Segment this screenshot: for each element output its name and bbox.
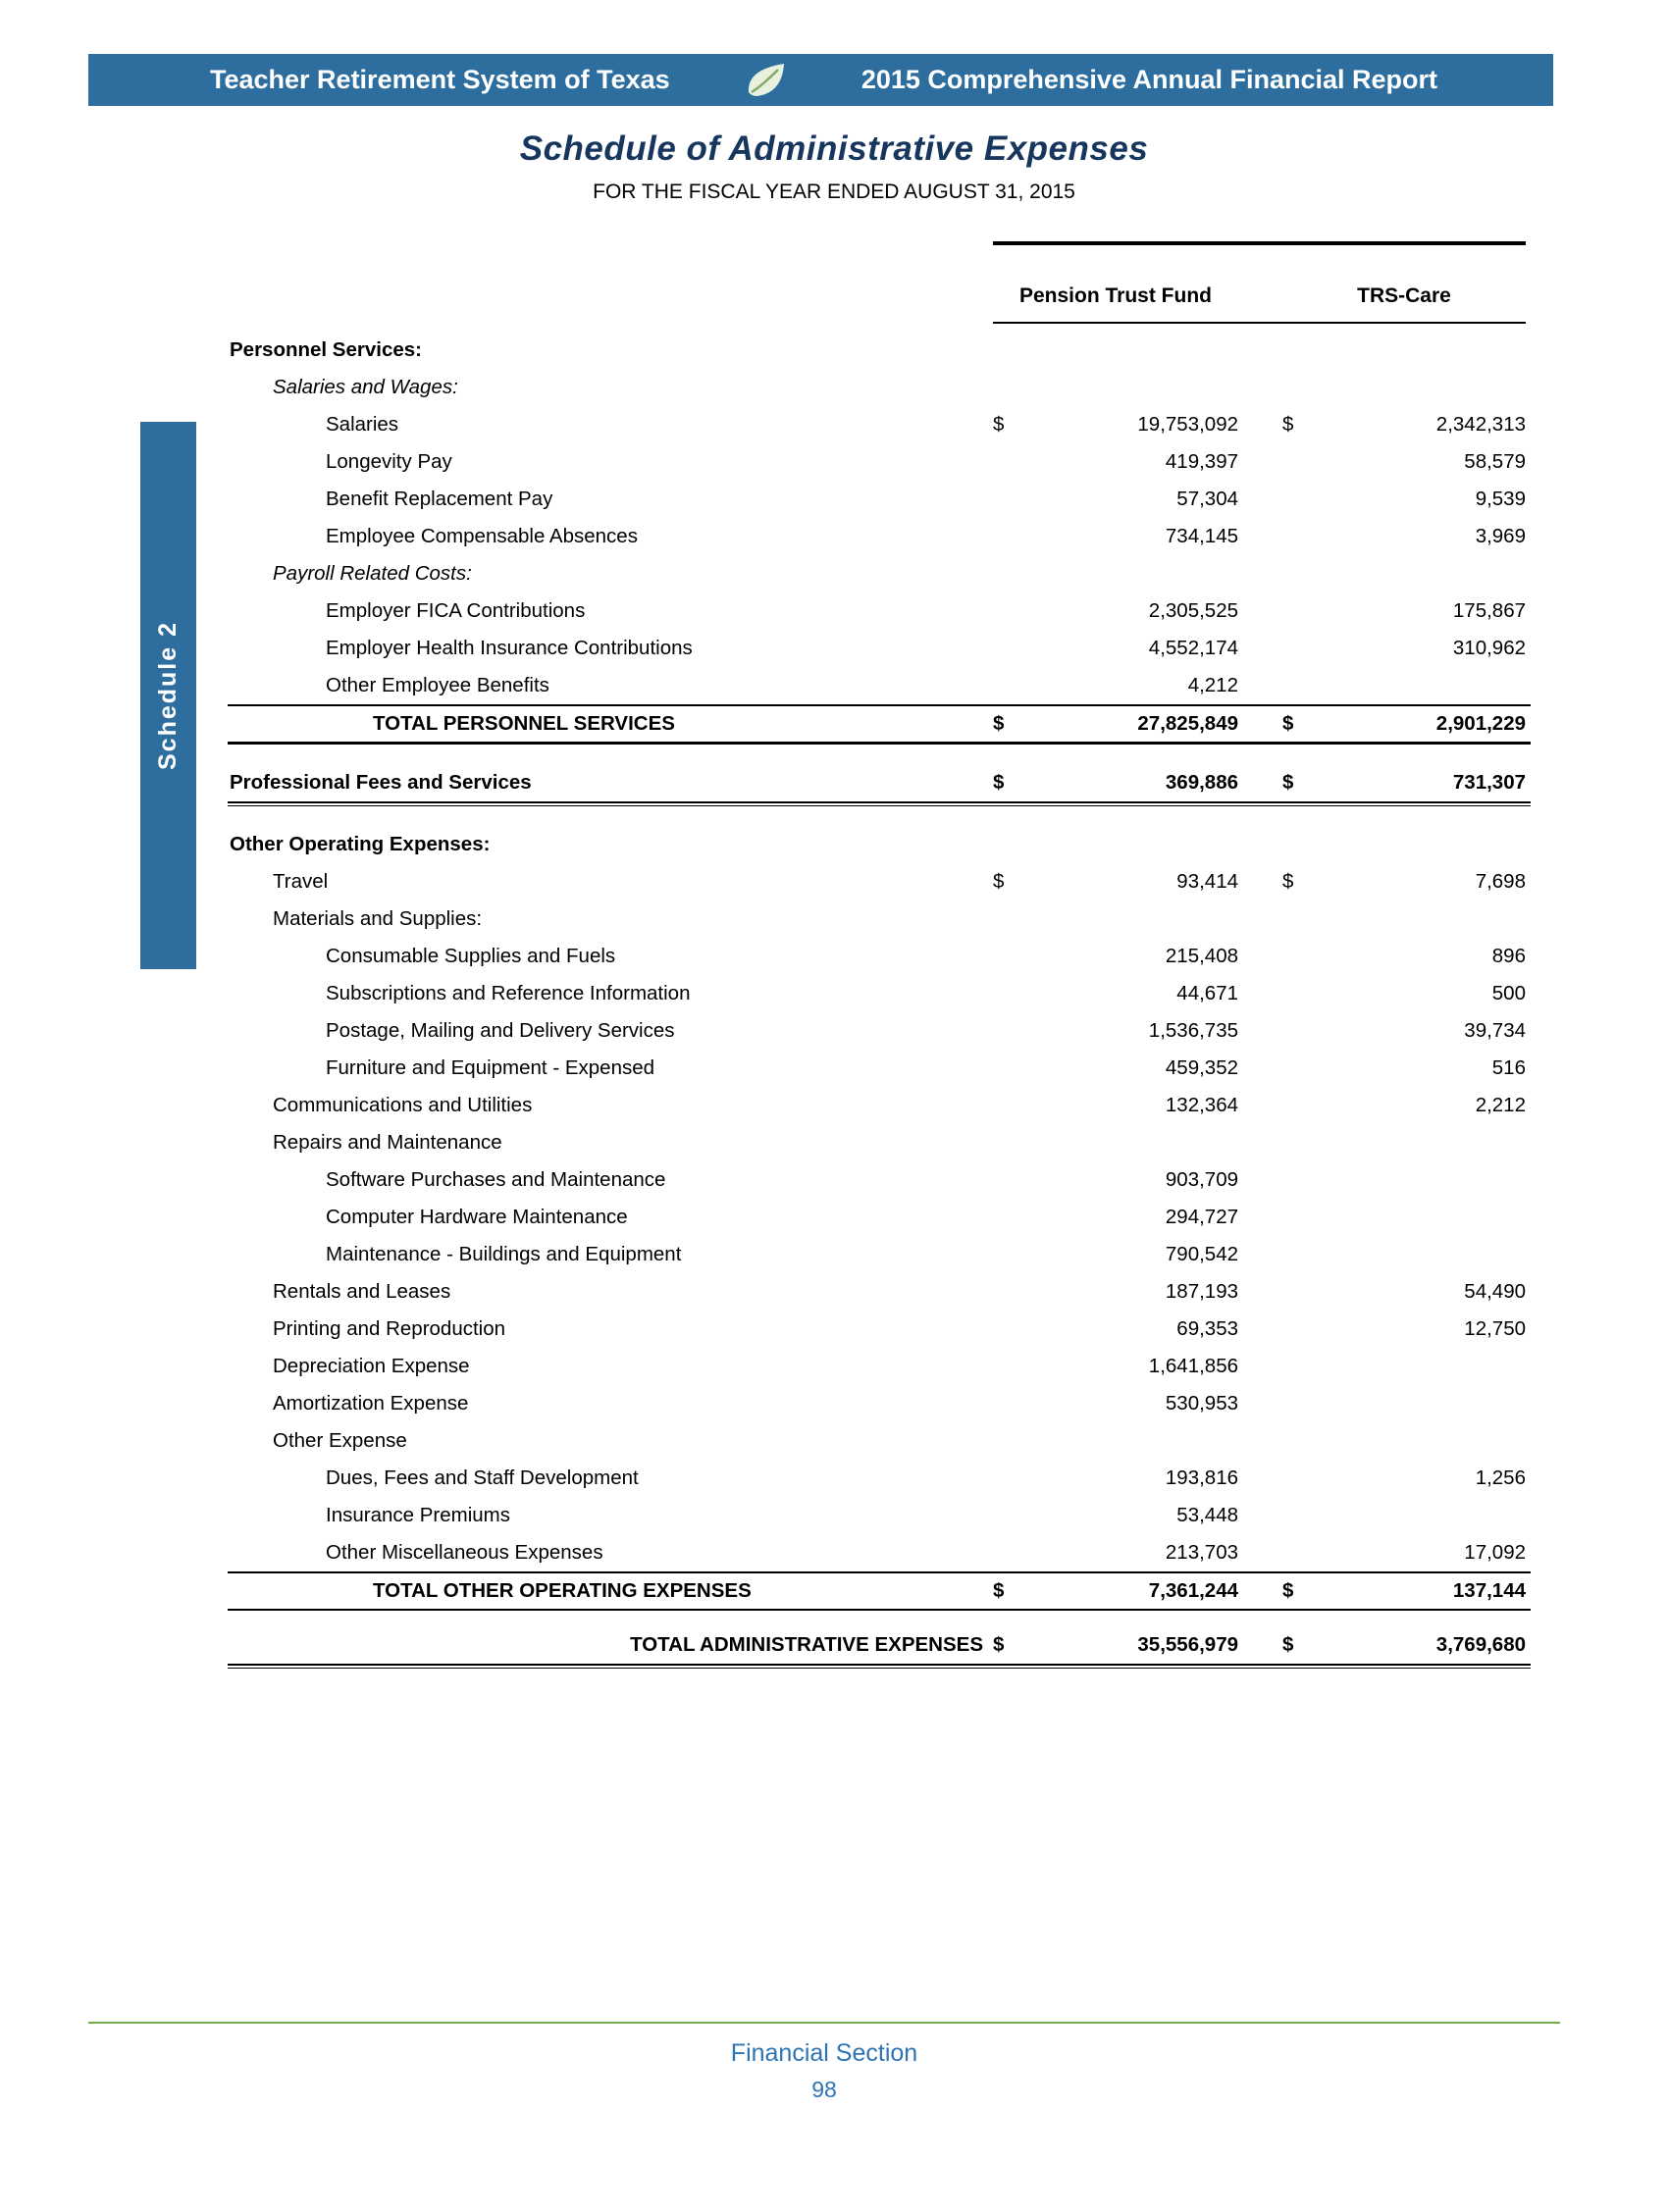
table-row	[228, 704, 1531, 742]
table-row	[228, 1348, 1531, 1385]
table-header	[993, 241, 1526, 324]
table-row	[228, 1626, 1531, 1664]
pension-trust-fund-value: 903,709	[1165, 1167, 1238, 1191]
row-label: Salaries	[326, 412, 399, 436]
trs-care-value: 2,342,313	[1435, 412, 1526, 436]
currency-symbol-pension: $	[993, 1632, 1005, 1656]
table-row	[228, 481, 1531, 518]
table-body	[228, 332, 1531, 1669]
trs-care-value: 12,750	[1464, 1316, 1526, 1340]
column-headers	[993, 284, 1526, 322]
currency-symbol-trs-care: $	[1282, 869, 1294, 893]
trs-care-value: 39,734	[1464, 1018, 1526, 1042]
row-label: Repairs and Maintenance	[273, 1130, 502, 1154]
row-label: Other Employee Benefits	[326, 673, 549, 696]
currency-symbol-pension: $	[993, 711, 1005, 735]
pension-trust-fund-value: 193,816	[1165, 1466, 1238, 1489]
column-header-pension-trust-fund: Pension Trust Fund	[1018, 284, 1212, 307]
table-row	[228, 1050, 1531, 1087]
table-row	[228, 518, 1531, 555]
table-row	[228, 1161, 1531, 1199]
row-label: Employer Health Insurance Contributions	[326, 636, 693, 659]
administrative-expenses-table	[228, 241, 1531, 1669]
table-row	[228, 406, 1531, 443]
pension-trust-fund-value: 19,753,092	[1137, 412, 1238, 436]
table-row	[228, 1460, 1531, 1497]
org-title: Teacher Retirement System of Texas	[210, 65, 670, 94]
row-label: Rentals and Leases	[273, 1279, 451, 1303]
currency-symbol-pension: $	[993, 770, 1005, 794]
currency-symbol-trs-care: $	[1282, 412, 1294, 436]
currency-symbol-pension: $	[993, 869, 1005, 893]
pension-trust-fund-value: 369,886	[1165, 770, 1238, 794]
row-label: TOTAL ADMINISTRATIVE EXPENSES	[630, 1632, 983, 1656]
row-label: Printing and Reproduction	[273, 1316, 506, 1340]
table-row	[228, 1124, 1531, 1161]
pension-trust-fund-value: 44,671	[1176, 981, 1238, 1004]
currency-symbol-trs-care: $	[1282, 711, 1294, 735]
pension-trust-fund-value: 57,304	[1176, 487, 1238, 510]
table-row	[228, 332, 1531, 369]
pension-trust-fund-value: 790,542	[1165, 1242, 1238, 1265]
row-label: Amortization Expense	[273, 1391, 469, 1415]
pension-trust-fund-value: 4,552,174	[1148, 636, 1238, 659]
row-label: Communications and Utilities	[273, 1093, 533, 1116]
trs-care-value: 2,212	[1475, 1093, 1526, 1116]
pension-trust-fund-value: 419,397	[1165, 449, 1238, 473]
row-label: Insurance Premiums	[326, 1503, 510, 1526]
table-row	[228, 1385, 1531, 1422]
row-label: Dues, Fees and Staff Development	[326, 1466, 639, 1489]
currency-symbol-trs-care: $	[1282, 1578, 1294, 1602]
row-label: Personnel Services:	[230, 337, 422, 361]
trs-care-value: 9,539	[1475, 487, 1526, 510]
trs-care-value: 3,769,680	[1435, 1632, 1526, 1656]
row-label: TOTAL PERSONNEL SERVICES	[373, 711, 675, 735]
currency-symbol-pension: $	[993, 1578, 1005, 1602]
table-rule-double	[228, 1664, 1531, 1669]
table-row	[228, 667, 1531, 704]
row-label: Longevity Pay	[326, 449, 452, 473]
table-row	[228, 1571, 1531, 1609]
pension-trust-fund-value: 294,727	[1165, 1205, 1238, 1228]
pension-trust-fund-value: 69,353	[1176, 1316, 1238, 1340]
table-row	[228, 1497, 1531, 1534]
table-row	[228, 1012, 1531, 1050]
page-subtitle: FOR THE FISCAL YEAR ENDED AUGUST 31, 2015	[593, 180, 1075, 203]
table-row	[228, 443, 1531, 481]
row-label: Employer FICA Contributions	[326, 598, 586, 622]
table-row	[228, 764, 1531, 801]
column-header-trs-care: TRS-Care	[1357, 284, 1451, 307]
row-label: Benefit Replacement Pay	[326, 487, 553, 510]
pension-trust-fund-value: 215,408	[1165, 944, 1238, 967]
report-header-bar	[88, 54, 1553, 106]
row-label: Other Miscellaneous Expenses	[326, 1540, 603, 1564]
trs-care-value: 58,579	[1464, 449, 1526, 473]
row-label: Other Operating Expenses:	[230, 832, 491, 855]
row-label: Payroll Related Costs:	[273, 561, 472, 585]
table-row	[228, 555, 1531, 592]
pension-trust-fund-value: 530,953	[1165, 1391, 1238, 1415]
pension-trust-fund-value: 4,212	[1187, 673, 1238, 696]
trs-care-value: 137,144	[1452, 1578, 1526, 1602]
row-label: Travel	[273, 869, 329, 893]
trs-care-value: 516	[1491, 1055, 1526, 1079]
row-label: Professional Fees and Services	[230, 770, 532, 794]
trs-care-value: 500	[1491, 981, 1526, 1004]
row-label: TOTAL OTHER OPERATING EXPENSES	[373, 1578, 752, 1602]
table-row	[228, 900, 1531, 938]
table-spacer	[228, 806, 1531, 826]
footer-section-label: Financial Section	[730, 2039, 918, 2067]
table-row	[228, 369, 1531, 406]
table-row	[228, 1311, 1531, 1348]
row-label: Furniture and Equipment - Expensed	[326, 1055, 655, 1079]
schedule-side-tab	[140, 422, 196, 969]
page-title: Schedule of Administrative Expenses	[519, 129, 1149, 168]
trs-care-value: 896	[1491, 944, 1526, 967]
table-spacer	[228, 745, 1531, 764]
table-row	[228, 938, 1531, 975]
pension-trust-fund-value: 93,414	[1176, 869, 1238, 893]
row-label: Other Expense	[273, 1428, 407, 1452]
row-label: Computer Hardware Maintenance	[326, 1205, 628, 1228]
header-top-rule	[993, 241, 1526, 245]
currency-symbol-pension: $	[993, 412, 1005, 436]
currency-symbol-trs-care: $	[1282, 770, 1294, 794]
trs-care-value: 731,307	[1452, 770, 1526, 794]
pension-trust-fund-value: 27,825,849	[1137, 711, 1238, 735]
table-row	[228, 863, 1531, 900]
pension-trust-fund-value: 1,641,856	[1148, 1354, 1238, 1377]
pension-trust-fund-value: 35,556,979	[1137, 1632, 1238, 1656]
row-label: Software Purchases and Maintenance	[326, 1167, 666, 1191]
footer-green-rule	[88, 2022, 1560, 2024]
table-row	[228, 826, 1531, 863]
row-label: Salaries and Wages:	[273, 375, 458, 398]
document-page	[0, 54, 1668, 2102]
row-label: Materials and Supplies:	[273, 906, 483, 930]
table-row	[228, 630, 1531, 667]
currency-symbol-trs-care: $	[1282, 1632, 1294, 1656]
row-label: Maintenance - Buildings and Equipment	[326, 1242, 682, 1265]
table-row	[228, 1273, 1531, 1311]
table-row	[228, 1422, 1531, 1460]
trs-care-value: 54,490	[1464, 1279, 1526, 1303]
pension-trust-fund-value: 213,703	[1165, 1540, 1238, 1564]
table-row	[228, 1087, 1531, 1124]
pension-trust-fund-value: 7,361,244	[1148, 1578, 1238, 1602]
footer-page-number: 98	[811, 2077, 837, 2102]
row-label: Employee Compensable Absences	[326, 524, 638, 547]
row-label: Subscriptions and Reference Information	[326, 981, 691, 1004]
table-spacer	[228, 1611, 1531, 1626]
pension-trust-fund-value: 132,364	[1165, 1093, 1238, 1116]
table-row	[228, 975, 1531, 1012]
trs-care-value: 1,256	[1475, 1466, 1526, 1489]
trs-care-value: 2,901,229	[1435, 711, 1526, 735]
leaf-logo-icon	[743, 60, 788, 101]
table-row	[228, 1236, 1531, 1273]
pension-trust-fund-value: 1,536,735	[1148, 1018, 1238, 1042]
pension-trust-fund-value: 187,193	[1165, 1279, 1238, 1303]
row-label: Postage, Mailing and Delivery Services	[326, 1018, 675, 1042]
row-label: Consumable Supplies and Fuels	[326, 944, 616, 967]
trs-care-value: 3,969	[1475, 524, 1526, 547]
trs-care-value: 175,867	[1452, 598, 1526, 622]
trs-care-value: 17,092	[1464, 1540, 1526, 1564]
report-title: 2015 Comprehensive Annual Financial Report	[860, 65, 1437, 94]
trs-care-value: 310,962	[1452, 636, 1526, 659]
row-label: Depreciation Expense	[273, 1354, 470, 1377]
table-row	[228, 1534, 1531, 1571]
schedule-tab-label: Schedule 2	[154, 621, 182, 770]
trs-care-value: 7,698	[1475, 869, 1526, 893]
pension-trust-fund-value: 459,352	[1165, 1055, 1238, 1079]
pension-trust-fund-value: 2,305,525	[1148, 598, 1238, 622]
table-row	[228, 1199, 1531, 1236]
table-row	[228, 592, 1531, 630]
pension-trust-fund-value: 53,448	[1176, 1503, 1238, 1526]
header-underline	[993, 322, 1526, 324]
pension-trust-fund-value: 734,145	[1165, 524, 1238, 547]
page-footer	[88, 2022, 1560, 2103]
